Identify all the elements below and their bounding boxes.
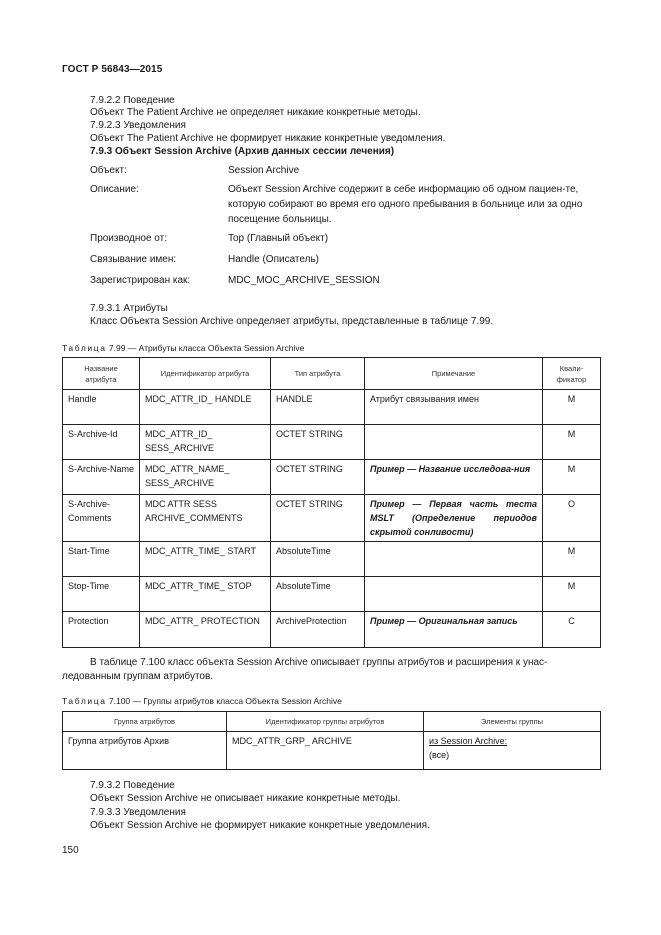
table-row [63, 732, 601, 770]
cell-qualifier: M [543, 542, 601, 577]
cell-elements [424, 732, 601, 770]
attribute-groups-table [62, 711, 601, 770]
column-header: Идентификатор группы атрибутов [227, 712, 424, 732]
section-heading: 7.9.2.3 Уведомления [90, 120, 186, 131]
cell-name: S-Archive-Comments [63, 495, 140, 542]
elements-source: из Session Archive: [429, 736, 508, 746]
cell-id: MDC_ATTR_TIME_ START [140, 542, 271, 577]
table-row [63, 577, 601, 612]
table-row [63, 425, 601, 460]
cell-note: Атрибут связывания имен [365, 390, 543, 425]
table-caption [62, 696, 342, 707]
column-header: Тип атрибута [271, 358, 365, 390]
section-heading: 7.9.3.2 Поведение [90, 780, 175, 791]
cell-id: MDC_ATTR_ID_ SESS_ARCHIVE [140, 425, 271, 460]
cell-id: MDC_ATTR_NAME_ SESS_ARCHIVE [140, 460, 271, 495]
table-row [63, 542, 601, 577]
cell-qualifier: M [543, 577, 601, 612]
section-heading-bold: 7.9.3 Объект Session Archive (Архив данных сессии лечения) [90, 146, 395, 157]
page-number: 150 [62, 845, 79, 856]
derived-label: Производное от: [90, 233, 167, 244]
paragraph: Объект The Patient Archive не определяет никакие конкретные методы. [90, 107, 421, 118]
cell-note: Пример — Первая часть теста MSLT (Определение периодов скрытой сонливости) [365, 495, 543, 542]
cell-name: Protection [63, 612, 140, 648]
column-header: Название атрибута [63, 358, 140, 390]
table-header-row [63, 712, 601, 732]
cell-name: Stop-Time [63, 577, 140, 612]
cell-type: ArchiveProtection [271, 612, 365, 648]
table-row [63, 460, 601, 495]
cell-note [365, 577, 543, 612]
cell-id: MDC_ATTR_TIME_ STOP [140, 577, 271, 612]
naming-value: Handle (Описатель) [228, 254, 319, 265]
cell-group: Группа атрибутов Архив [63, 732, 227, 770]
caption-text: 7.99 — Атрибуты класса Объекта Session Archive [106, 343, 305, 353]
cell-note: Пример — Оригинальная запись [365, 612, 543, 648]
section-heading: 7.9.3.1 Атрибуты [90, 303, 168, 314]
cell-id: MDC ATTR SESS ARCHIVE_COMMENTS [140, 495, 271, 542]
document-header: ГОСТ Р 56843—2015 [62, 64, 163, 75]
column-header: Элементы группы [424, 712, 601, 732]
cell-type: OCTET STRING [271, 425, 365, 460]
paragraph: Объект The Patient Archive не формирует никакие конкретные уведомления. [90, 133, 446, 144]
cell-note: Пример — Название исследова-ния [365, 460, 543, 495]
object-value: Session Archive [228, 165, 300, 176]
derived-value: Top (Главный объект) [228, 233, 329, 244]
cell-qualifier: O [543, 495, 601, 542]
paragraph: Класс Объекта Session Archive определяет атрибуты, представленные в таблице 7.99. [90, 316, 494, 327]
cell-group-id: MDC_ATTR_GRP_ ARCHIVE [227, 732, 424, 770]
table-caption [62, 343, 304, 354]
table-header-row [63, 358, 601, 390]
cell-id: MDC_ATTR_ID_ HANDLE [140, 390, 271, 425]
cell-name: S-Archive-Name [63, 460, 140, 495]
cell-name: Handle [63, 390, 140, 425]
attributes-table [62, 357, 601, 648]
elements-list: (все) [429, 750, 450, 760]
description-value: Объект Session Archive содержит в себе информацию об одном пациен-те, которую собирают во время его одного пребывания в больнице или за одно посещение больницы. [228, 184, 583, 225]
cell-qualifier: M [543, 425, 601, 460]
table-row [63, 390, 601, 425]
object-label: Объект: [90, 165, 127, 176]
section-heading: 7.9.3.3 Уведомления [90, 807, 186, 818]
column-header: Квали-фикатор [543, 358, 601, 390]
column-header: Примечание [365, 358, 543, 390]
caption-text: 7.100 — Группы атрибутов класса Объекта Session Archive [106, 696, 342, 706]
registered-label: Зарегистрирован как: [90, 275, 191, 286]
caption-word: Таблица [62, 343, 107, 353]
cell-note [365, 425, 543, 460]
table-row [63, 612, 601, 648]
cell-type: OCTET STRING [271, 495, 365, 542]
table-row [63, 495, 601, 542]
cell-qualifier: C [543, 612, 601, 648]
cell-type: AbsoluteTime [271, 542, 365, 577]
paragraph: Объект Session Archive не формирует никакие конкретные уведомления. [90, 820, 430, 831]
paragraph: В таблице 7.100 класс объекта Session Archive описывает группы атрибутов и расширения к унас-ледованным группам атрибутов. [62, 657, 548, 682]
cell-name: S-Archive-Id [63, 425, 140, 460]
naming-label: Связывание имен: [90, 254, 177, 265]
cell-id: MDC_ATTR_ PROTECTION [140, 612, 271, 648]
column-header: Группа атрибутов [63, 712, 227, 732]
cell-qualifier: M [543, 460, 601, 495]
paragraph: Объект Session Archive не описывает никакие конкретные методы. [90, 793, 401, 804]
cell-note [365, 542, 543, 577]
description-label: Описание: [90, 184, 139, 195]
registered-value: MDC_MOC_ARCHIVE_SESSION [228, 275, 380, 286]
section-heading: 7.9.2.2 Поведение [90, 95, 175, 106]
cell-type: AbsoluteTime [271, 577, 365, 612]
caption-word: Таблица [62, 696, 107, 706]
cell-type: HANDLE [271, 390, 365, 425]
cell-qualifier: M [543, 390, 601, 425]
cell-name: Start-Time [63, 542, 140, 577]
column-header: Идентификатор атрибута [140, 358, 271, 390]
cell-type: OCTET STRING [271, 460, 365, 495]
